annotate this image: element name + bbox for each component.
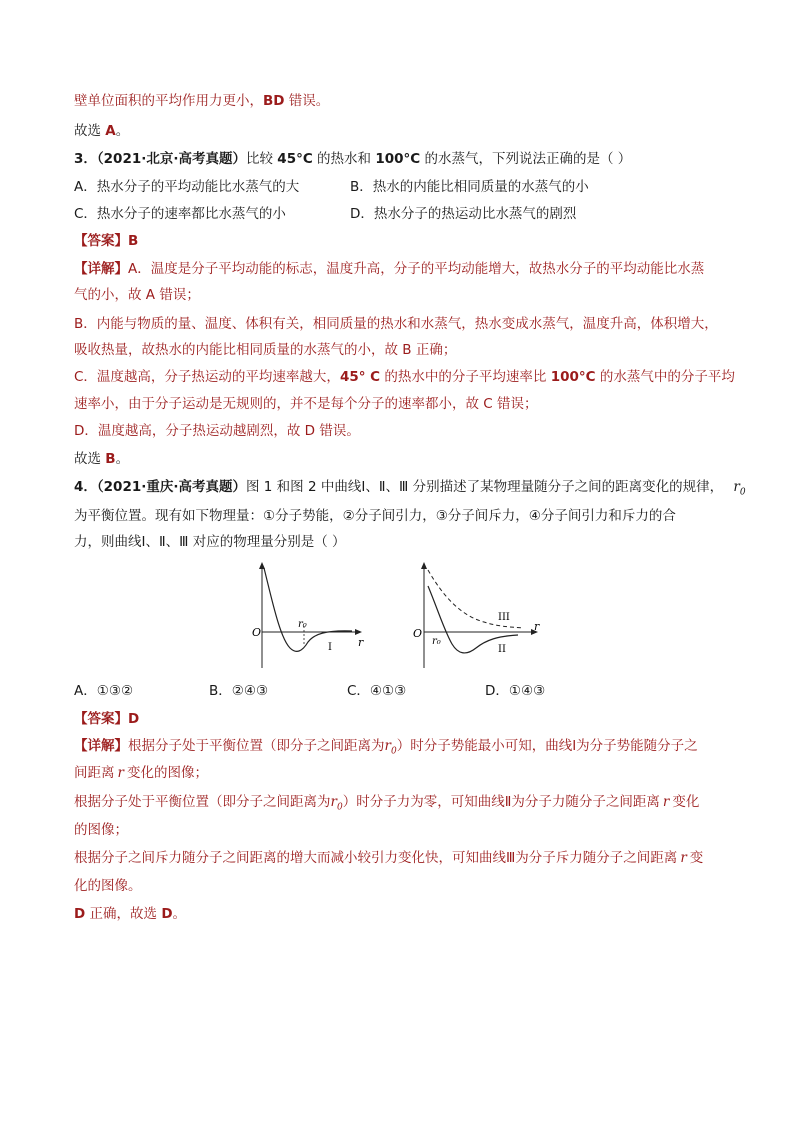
prev-options: BD [263, 93, 285, 109]
q3-option-d: D．热水分子的热运动比水蒸气的剧烈 [350, 206, 577, 222]
q4-conclusion [74, 905, 186, 923]
prev-text: 壁单位面积的平均作用力更小， [74, 93, 263, 109]
conclusion-text: 正确，故选 [85, 906, 162, 922]
fig1-curve-I [264, 568, 352, 651]
q4-stem-3: 力，则曲线Ⅰ、Ⅱ、Ⅲ 对应的物理量分别是（ ） [74, 534, 346, 550]
q3-exp-c1 [74, 368, 735, 386]
q3-exp-c2: 速率小，由于分子运动是无规则的，并不是每个分子的速率都小，故 C 错误； [74, 396, 538, 412]
exp-c-temp2: 100°C [550, 369, 596, 385]
r-var: r [384, 738, 391, 754]
q3-source: （2021·北京·高考真题） [96, 151, 246, 167]
conclusion-end: 。 [172, 906, 187, 922]
choose-label: 故选 [74, 123, 106, 139]
q3-exp-b1: B．内能与物质的量、温度、体积有关，相同质量的热水和水蒸气，热水变成水蒸气，温度升高，体积增大， [74, 316, 718, 332]
choose-end: 。 [115, 451, 130, 467]
q3-option-a: A．热水分子的平均动能比水蒸气的大 [74, 179, 300, 195]
exp-c-text: C．温度越高，分子热运动的平均速率越大， [74, 369, 340, 385]
q4-stem-text: 图 1 和图 2 中曲线Ⅰ、Ⅱ、Ⅲ 分别描述了某物理量随分子之间的距离变化的规律， [246, 479, 724, 495]
q4-option-a: A．①③② [74, 683, 134, 699]
answer-value: B [128, 233, 139, 249]
figure-2 [404, 560, 544, 672]
r-var-inline: r [117, 765, 124, 781]
fig2-r0-label: r₀ [432, 636, 441, 647]
r0-inline [384, 738, 397, 757]
exp2-text-a: 根据分子处于平衡位置（即分子之间距离为 [74, 794, 331, 810]
q4-answer [74, 710, 139, 728]
q3-temp2: 100°C [375, 151, 421, 167]
q3-number: 3． [74, 151, 97, 167]
q3-exp-a2: 气的小，故 A 错误； [74, 287, 200, 303]
figure-1 [240, 560, 370, 672]
explanation-text: A．温度是分子平均动能的标志，温度升高，分子的平均动能增大，故热水分子的平均动能比水蒸 [128, 261, 705, 277]
q4-option-d: D．①④③ [485, 683, 546, 699]
r-var-inline: r [662, 794, 670, 810]
prev-choose-line [74, 122, 129, 140]
fig1-x-arrow [355, 629, 362, 635]
fig1-y-arrow [259, 562, 265, 569]
fig1-r-label: r [358, 636, 364, 649]
choose-label: 故选 [74, 451, 106, 467]
q4-stem-1 [74, 478, 746, 502]
answer-label: 【答案】 [74, 233, 128, 249]
q4-exp-1b [74, 764, 208, 782]
exp3-text-b: 变 [689, 850, 704, 866]
answer-value: D [128, 711, 140, 727]
fig2-origin-label: O [413, 627, 423, 640]
r-var-inline: r [680, 850, 687, 866]
q3-temp1: 45°C [277, 151, 313, 167]
conclusion-answer2: D [161, 906, 173, 922]
exp1-2-text-b: 变化的图像； [126, 765, 208, 781]
q3-option-c: C．热水分子的速率都比水蒸气的小 [74, 206, 286, 222]
q3-choose-line [74, 450, 129, 468]
q4-exp-3b: 化的图像。 [74, 878, 142, 894]
q4-stem-2: 为平衡位置。现有如下物理量：①分子势能，②分子间引力，③分子间斥力，④分子间引力和斥力的合 [74, 508, 676, 524]
q3-stem-c: 的水蒸气，下列说法正确的是（ ） [420, 151, 632, 167]
r-var: r [330, 794, 337, 810]
choose-end: 。 [115, 123, 130, 139]
q4-option-b: B．②④③ [209, 683, 269, 699]
q4-source: （2021·重庆·高考真题） [96, 479, 246, 495]
exp1-2-text-a: 间距离 [74, 765, 115, 781]
q3-option-b: B．热水的内能比相同质量的水蒸气的小 [350, 179, 589, 195]
q4-number: 4． [74, 479, 97, 495]
prev-text-end: 错误。 [284, 93, 330, 109]
exp3-text-a: 根据分子之间斥力随分子之间距离的增大而减小较引力变化快，可知曲线Ⅲ为分子斥力随分子之间距离 [74, 850, 678, 866]
answer-label: 【答案】 [74, 711, 128, 727]
exp-c-text3: 的水蒸气中的分子平均 [595, 369, 735, 385]
prev-explanation-line [74, 92, 329, 110]
q3-stem [74, 150, 631, 168]
choose-answer: A [105, 123, 116, 139]
fig1-curve-label: I [328, 642, 332, 653]
q3-exp-a1 [74, 260, 704, 278]
fig2-curve3-label: III [498, 612, 510, 623]
exp2-text-b: ）时分子力为零，可知曲线Ⅱ为分子力随分子之间距离 [342, 794, 660, 810]
exp2-text-c: 变化 [672, 794, 700, 810]
q4-option-c: C．④①③ [347, 683, 407, 699]
q3-answer [74, 232, 138, 250]
r0-subscript: 0 [390, 746, 397, 757]
q4-exp-2 [74, 793, 699, 817]
fig1-r0-label: r₀ [298, 619, 307, 630]
exp1-text-a: 根据分子处于平衡位置（即分子之间距离为 [128, 738, 385, 754]
conclusion-answer: D [74, 906, 86, 922]
q3-exp-d: D．温度越高，分子热运动越剧烈，故 D 错误。 [74, 423, 360, 439]
exp-c-text2: 的热水中的分子平均速率比 [380, 369, 551, 385]
fig1-origin-label: O [252, 626, 262, 639]
q4-exp-1 [74, 737, 698, 761]
q3-stem-a: 比较 [246, 151, 278, 167]
explanation-label: 【详解】 [74, 261, 128, 277]
r0-subscript: 0 [336, 802, 343, 813]
r-var: r [733, 479, 740, 495]
q3-stem-b: 的热水和 [312, 151, 376, 167]
fig2-y-arrow [421, 562, 427, 569]
r0-inline [330, 794, 343, 813]
q4-exp-2b: 的图像； [74, 822, 128, 838]
r0-symbol [733, 479, 746, 498]
exp1-text-b: ）时分子势能最小可知，曲线Ⅰ为分子势能随分子之 [396, 738, 698, 754]
q3-exp-b2: 吸收热量，故热水的内能比相同质量的水蒸气的小，故 B 正确； [74, 342, 457, 358]
explanation-label: 【详解】 [74, 738, 128, 754]
fig2-r-label: r [534, 620, 540, 633]
fig2-curve2-label: II [498, 644, 506, 655]
exp-c-temp1: 45° C [339, 369, 381, 385]
r0-subscript: 0 [739, 487, 746, 498]
choose-answer: B [105, 451, 116, 467]
q4-exp-3 [74, 849, 703, 867]
